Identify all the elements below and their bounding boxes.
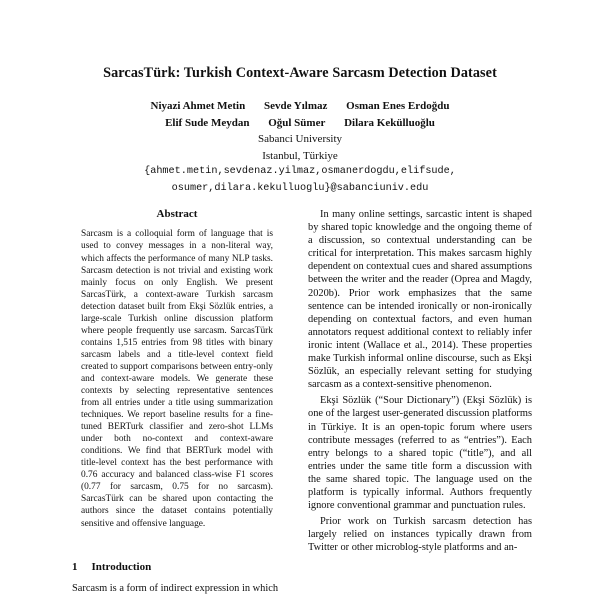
left-column xyxy=(72,208,282,530)
author-row-2 xyxy=(0,115,600,132)
body-paragraph: Prior work on Turkish sarcasm detection has largely relied on instances typically drawn from Twitter or other microblog-style platforms and an- xyxy=(308,516,532,554)
author-name: Sevde Yılmaz xyxy=(263,100,328,112)
author-name: Dilara Kekülluoğlu xyxy=(344,116,435,129)
right-column xyxy=(308,208,532,557)
body-paragraph: In many online settings, sarcastic intent is shaped by shared topic knowledge and the ongoing theme of a discussion, so contextual understanding can be critical for interpretation. This makes sarcasm highly dependent on contextual cues and shared assumptions between the writer and the reader (Oprea and Magdy, 2020b). Prior work emphasizes that the same sentence can be intended ironically or non-ironically depending on contextual factors, and even human annotators request additional context to reliably infer ironic intent (Wallace et al., 2014). These properties make Turkish informal online discourse, such as Ekşi Sözlük, an especially relevant setting for studying sarcasm as a context-sensitive phenomenon. xyxy=(308,209,532,391)
location: Istanbul, Türkiye xyxy=(262,149,338,162)
section-title: Introduction xyxy=(91,561,152,573)
author-name: Elif Sude Meydan xyxy=(165,116,250,129)
author-name: Osman Enes Erdoğdu xyxy=(346,100,450,112)
paper-title: SarcasTürk: Turkish Context-Aware Sarcasm Detection Dataset xyxy=(103,65,497,81)
email-line-1: {ahmet.metin,sevdenaz.yilmaz,osmanerdogdu,elifsude, xyxy=(144,166,456,177)
affiliation: Sabanci University xyxy=(257,133,342,145)
author-name: Oğul Sümer xyxy=(268,116,326,129)
intro-text-start: Sarcasm is a form of indirect expression in which xyxy=(72,583,279,594)
abstract-text: Sarcasm is a colloquial form of language that is used to convey messages in a non-literal way, which affects the performance of many NLP tasks. Sarcasm detection is not trivial and existing work mainly focus on only English. We present SarcasTürk, a context-aware Turkish sarcasm detection dataset built from Ekşi Sözlük entries, a large-scale Turkish online discussion platform where people frequently use sarcasm. SarcasTürk contains 1,515 entries from 98 titles with binary sarcasm labels and a title-level context field created to support comparisons between entry-only and context-aware models. We generate these contexts by selecting representative sentences from all entries under a title using summarization techniques. We report baseline results for a fine-tuned BERTurk classifier and zero-shot LLMs under both no-context and context-aware conditions. We find that BERTurk model with title-level context has the best performance with 0.76 accuracy and balanced class-wise F1 scores (0.77 for sarcasm, 0.75 for no sarcasm). SarcasTürk can be shared upon contacting the authors since the dataset contains potentially sensitive and offensive language. xyxy=(81,229,273,529)
author-name: Niyazi Ahmet Metin xyxy=(150,100,246,112)
author-row-1 xyxy=(0,98,600,115)
section-heading xyxy=(72,561,151,573)
abstract-heading: Abstract xyxy=(156,208,198,220)
section-number: 1 xyxy=(72,561,78,573)
author-block xyxy=(0,98,600,197)
body-paragraph: Ekşi Sözlük (“Sour Dictionary”) (Ekşi Sözlük) is one of the largest user-generated discussion platforms in Türkiye. It is an open-topic forum where users contribute messages (referred to as “entries”). Each entry belongs to a shared topic (“title”), and all entries under the same title form a discussion with the same shared topic. The language used on the platform is typically informal. Authors frequently ignore conventional grammar and punctuation rules. xyxy=(308,395,532,512)
email-line-2: osumer,dilara.kekulluoglu}@sabanciuniv.edu xyxy=(171,182,429,194)
